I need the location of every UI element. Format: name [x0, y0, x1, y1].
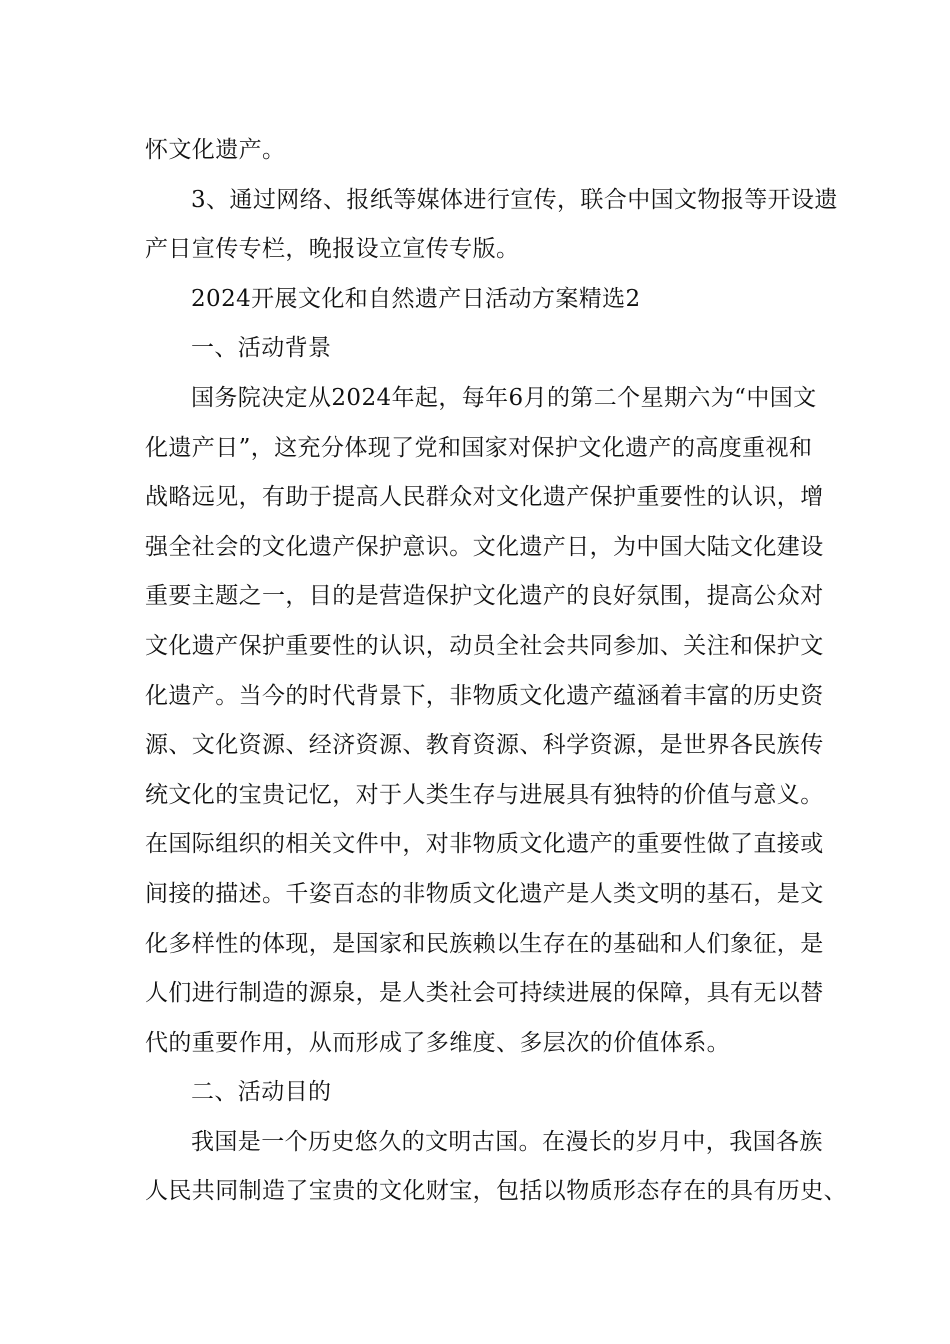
- section-title: 2024开展文化和自然遗产日活动方案精选2: [191, 285, 641, 312]
- text-line: 化遗产。当今的时代背景下，非物质文化遗产蕴涵着丰富的历史资: [145, 682, 824, 709]
- text-line: 重要主题之一，目的是营造保护文化遗产的良好氛围，提高公众对: [145, 583, 824, 610]
- text-line: 怀文化遗产。: [145, 137, 286, 163]
- heading-activity-background: 一、活动背景: [191, 335, 332, 362]
- text-line: 强全社会的文化遗产保护意识。文化遗产日，为中国大陆文化建设: [145, 533, 824, 560]
- text-line: 文化遗产保护重要性的认识，动员全社会共同参加、关注和保护文: [145, 632, 824, 659]
- text-line: 人们进行制造的源泉，是人类社会可持续进展的保障，具有无以替: [145, 980, 824, 1007]
- heading-activity-purpose: 二、活动目的: [191, 1079, 332, 1106]
- text-line: 产日宣传专栏，晚报设立宣传专版。: [145, 236, 520, 263]
- text-line: 人民共同制造了宝贵的文化财宝，包括以物质形态存在的具有历史、: [145, 1178, 847, 1205]
- text-line: 源、文化资源、经济资源、教育资源、科学资源，是世界各民族传: [145, 732, 824, 759]
- text-line: 在国际组织的相关文件中，对非物质文化遗产的重要性做了直接或: [145, 831, 824, 858]
- text-line: 化遗产日”，这充分体现了党和国家对保护文化遗产的高度重视和: [145, 434, 813, 461]
- text-line: 战略远见，有助于提高人民群众对文化遗产保护重要性的认识，增: [145, 484, 824, 511]
- text-line: 间接的描述。千姿百态的非物质文化遗产是人类文明的基石，是文: [145, 880, 824, 907]
- list-item-3: 3、通过网络、报纸等媒体进行宣传，联合中国文物报等开设遗: [191, 186, 838, 213]
- text-line: 国务院决定从2024年起，每年6月的第二个星期六为“中国文: [191, 384, 817, 411]
- text-line: 化多样性的体现，是国家和民族赖以生存在的基础和人们象征，是: [145, 930, 824, 957]
- text-line: 我国是一个历史悠久的文明古国。在漫长的岁月中，我国各族: [191, 1128, 823, 1155]
- document-body: [145, 126, 847, 1217]
- text-line: 代的重要作用，从而形成了多维度、多层次的价值体系。: [145, 1029, 730, 1056]
- text-line: 统文化的宝贵记忆，对于人类生存与进展具有独特的价值与意义。: [145, 781, 824, 808]
